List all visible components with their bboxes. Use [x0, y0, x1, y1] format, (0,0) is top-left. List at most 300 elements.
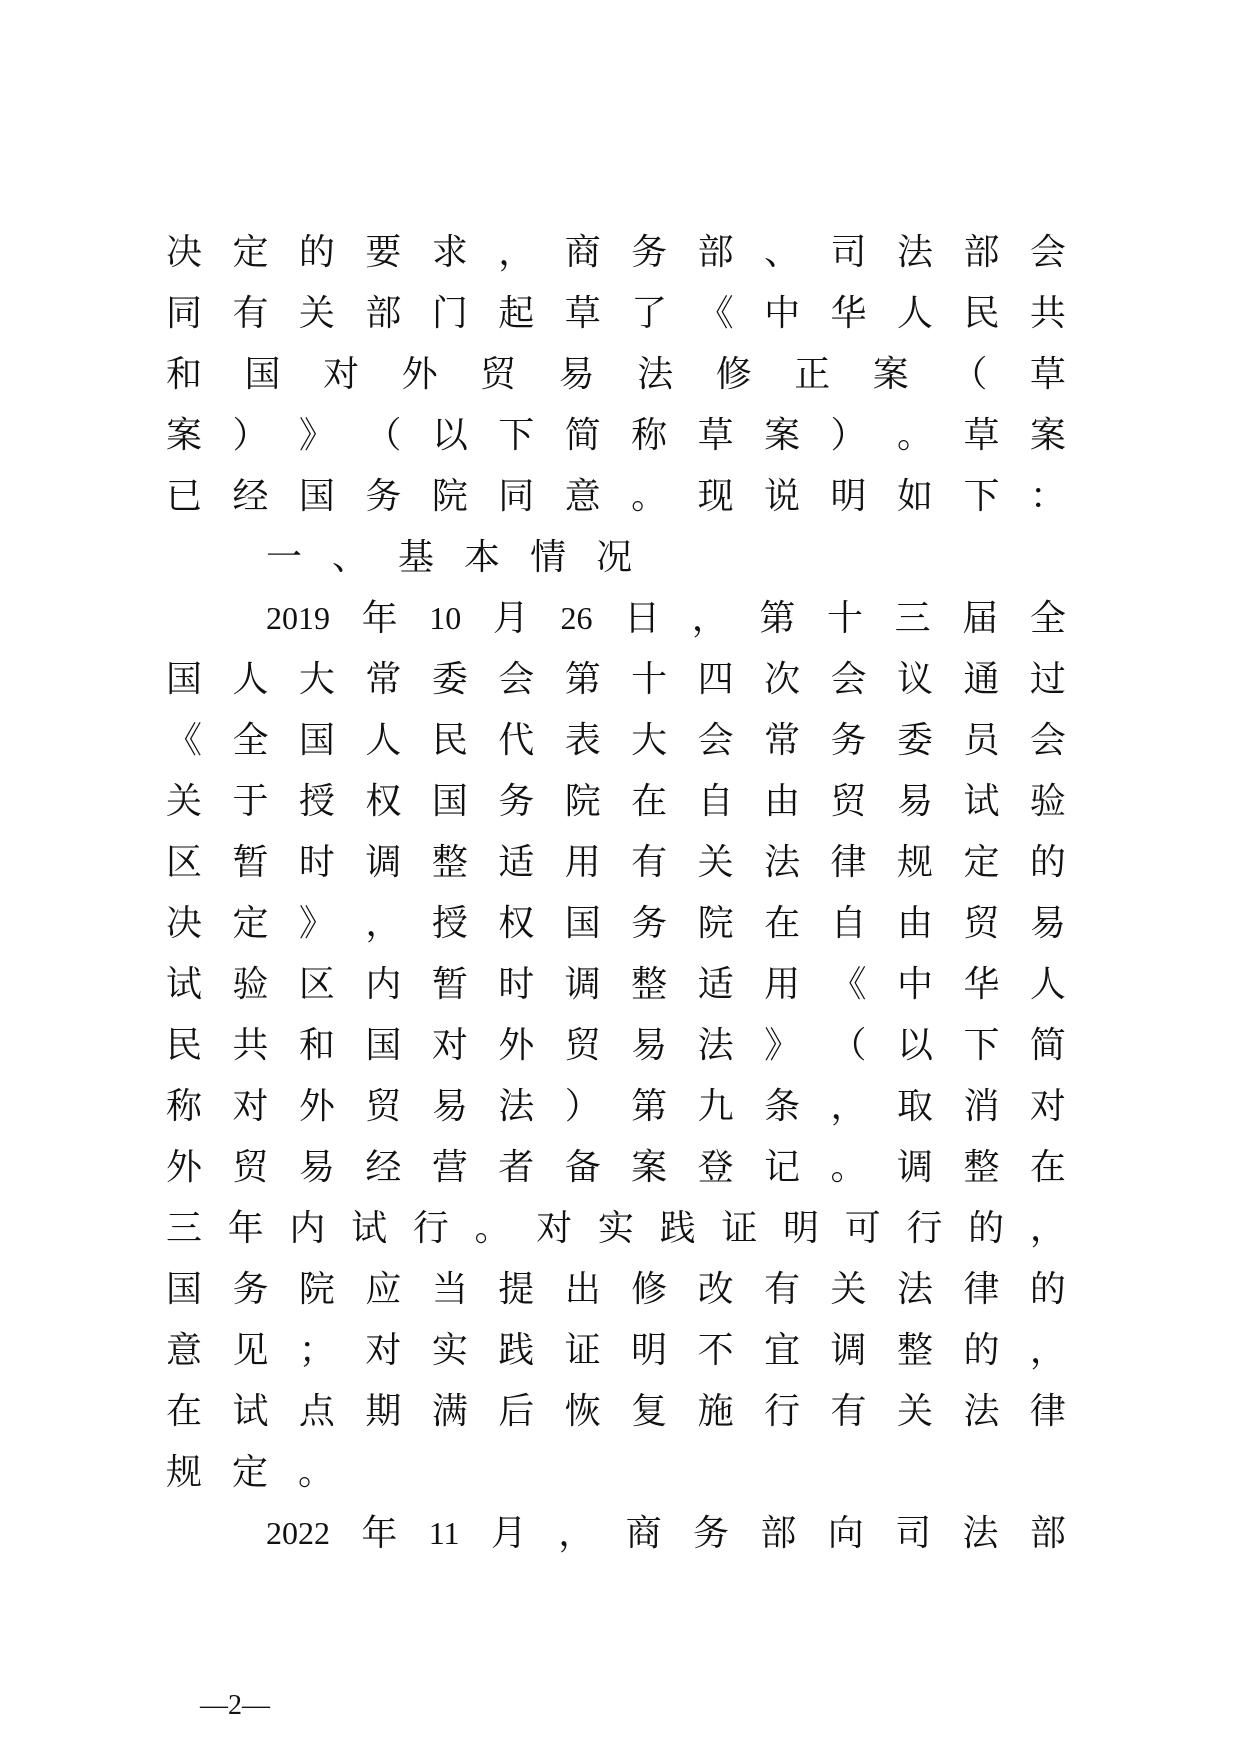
text-line: [166, 1320, 1066, 1381]
text-char: 的: [968, 1208, 1005, 1249]
text-char: 部: [760, 1513, 797, 1554]
text-char: 决: [166, 903, 203, 944]
text-char: 下: [963, 476, 1000, 517]
text-line: [166, 649, 1066, 710]
text-char: 关: [697, 842, 734, 883]
text-char: ，: [558, 1513, 595, 1554]
text-char: 国: [166, 1269, 203, 1310]
text-char: 法: [764, 842, 801, 883]
text-char: 2022: [266, 1515, 330, 1551]
text-char: 修: [631, 1269, 668, 1310]
text-char: 2019: [266, 600, 330, 636]
text-char: 十: [826, 598, 863, 639]
text-char: 明: [783, 1208, 820, 1249]
text-char: ）: [564, 1086, 601, 1127]
text-char: 况: [596, 537, 633, 578]
text-char: 试: [232, 1391, 269, 1432]
text-char: 在: [631, 781, 668, 822]
text-char: 行: [906, 1208, 943, 1249]
text-char: 常: [764, 720, 801, 761]
text-char: 《: [166, 720, 203, 761]
text-char: （: [830, 1025, 867, 1066]
text-char: 表: [564, 720, 601, 761]
text-char: 称: [631, 415, 668, 456]
text-char: 条: [764, 1086, 801, 1127]
text-char: 简: [564, 415, 601, 456]
text-char: 易: [298, 1147, 335, 1188]
text-char: 三: [166, 1208, 203, 1249]
text-char: 满: [431, 1391, 468, 1432]
text-char: 易: [896, 781, 933, 822]
text-char: ，: [830, 1086, 867, 1127]
text-char: 本: [464, 537, 501, 578]
text-char: 务: [693, 1513, 730, 1554]
text-char: 法: [896, 232, 933, 273]
text-char: 恢: [564, 1391, 601, 1432]
text-line: [166, 405, 1066, 466]
text-char: 会: [830, 659, 867, 700]
text-char: 草: [564, 293, 601, 334]
text-char: 、: [764, 232, 801, 273]
text-char: 者: [498, 1147, 535, 1188]
text-char: 对: [536, 1208, 573, 1249]
text-char: 务: [498, 781, 535, 822]
text-line: [166, 954, 1066, 1015]
text-char: 调: [830, 1330, 867, 1371]
text-char: 人: [1029, 964, 1066, 1005]
text-char: 外: [166, 1147, 203, 1188]
text-char: 和: [166, 354, 203, 395]
text-char: 向: [827, 1513, 864, 1554]
text-char: 国: [298, 720, 335, 761]
text-char: 定: [232, 232, 269, 273]
text-char: 践: [498, 1330, 535, 1371]
text-char: 施: [697, 1391, 734, 1432]
text-char: 规: [896, 842, 933, 883]
text-char: 的: [1029, 842, 1066, 883]
text-char: 务: [232, 1269, 269, 1310]
text-char: 经: [365, 1147, 402, 1188]
text-char: 年: [361, 1513, 398, 1554]
text-char: 修: [715, 354, 752, 395]
text-line: [166, 1198, 1066, 1259]
text-char: 权: [365, 781, 402, 822]
text-char: 求: [431, 232, 468, 273]
text-char: 消: [963, 1086, 1000, 1127]
text-char: 法: [697, 1025, 734, 1066]
text-char: 法: [896, 1269, 933, 1310]
text-char: 复: [631, 1391, 668, 1432]
text-char: 暂: [232, 842, 269, 883]
text-char: 外: [401, 354, 438, 395]
text-char: 易: [431, 1086, 468, 1127]
text-char: 区: [298, 964, 335, 1005]
text-char: 。: [631, 476, 668, 517]
text-char: 第: [759, 598, 796, 639]
text-char: 对: [323, 354, 360, 395]
text-char: 日: [624, 598, 661, 639]
text-char: 案: [764, 415, 801, 456]
text-char: 大: [631, 720, 668, 761]
text-char: 说: [764, 476, 801, 517]
text-char: 自: [697, 781, 734, 822]
text-char: 对: [431, 1025, 468, 1066]
text-char: 定: [232, 903, 269, 944]
text-char: 。: [896, 415, 933, 456]
text-line: [166, 1015, 1066, 1076]
text-char: 践: [659, 1208, 696, 1249]
text-char: 外: [498, 1025, 535, 1066]
text-char: 代: [498, 720, 535, 761]
section-heading: [166, 527, 1066, 588]
text-char: 对: [365, 1330, 402, 1371]
text-char: 期: [365, 1391, 402, 1432]
text-char: 委: [896, 720, 933, 761]
text-char: 会: [498, 659, 535, 700]
text-char: 年: [227, 1208, 264, 1249]
text-char: 自: [830, 903, 867, 944]
text-char: 权: [498, 903, 535, 944]
text-char: 证: [564, 1330, 601, 1371]
text-char: 可: [844, 1208, 881, 1249]
text-char: 案: [1029, 415, 1066, 456]
text-char: 贸: [564, 1025, 601, 1066]
text-char: 会: [697, 720, 734, 761]
text-char: 月: [492, 598, 529, 639]
text-char: 法: [498, 1086, 535, 1127]
text-char: 调: [365, 842, 402, 883]
text-char: 。: [298, 1452, 335, 1493]
text-char: 了: [631, 293, 668, 334]
text-char: 调: [564, 964, 601, 1005]
text-char: 在: [1029, 1147, 1066, 1188]
text-char: 后: [498, 1391, 535, 1432]
page-number: —2—: [200, 1690, 270, 1721]
text-char: 不: [697, 1330, 734, 1371]
text-char: 部: [697, 232, 734, 273]
text-char: 明: [830, 476, 867, 517]
text-char: 常: [365, 659, 402, 700]
text-char: 适: [697, 964, 734, 1005]
text-char: 部: [365, 293, 402, 334]
text-char: 试: [166, 964, 203, 1005]
paragraph-first-line: [166, 1503, 1066, 1564]
text-char: 如: [896, 476, 933, 517]
text-char: 对: [232, 1086, 269, 1127]
text-char: 起: [498, 293, 535, 334]
text-char: 案: [631, 1147, 668, 1188]
text-char: 实: [431, 1330, 468, 1371]
text-char: 民: [166, 1025, 203, 1066]
text-char: 有: [830, 1391, 867, 1432]
text-char: 务: [830, 720, 867, 761]
text-char: ；: [298, 1330, 335, 1371]
text-char: 院: [697, 903, 734, 944]
text-char: 时: [498, 964, 535, 1005]
text-char: 定: [963, 842, 1000, 883]
text-char: 整: [431, 842, 468, 883]
text-char: 九: [697, 1086, 734, 1127]
text-char: 用: [564, 842, 601, 883]
text-char: ：: [1029, 476, 1066, 517]
text-char: 院: [431, 476, 468, 517]
text-char: 门: [431, 293, 468, 334]
text-char: 国: [166, 659, 203, 700]
text-char: 贸: [963, 903, 1000, 944]
text-char: 实: [597, 1208, 634, 1249]
text-char: 草: [697, 415, 734, 456]
text-char: 关: [896, 1391, 933, 1432]
text-char: 提: [498, 1269, 535, 1310]
text-char: 全: [1029, 598, 1066, 639]
paragraph-first-line: [166, 588, 1066, 649]
text-char: 的: [963, 1330, 1000, 1371]
text-char: 届: [962, 598, 999, 639]
text-char: 草: [963, 415, 1000, 456]
text-char: 试: [351, 1208, 388, 1249]
text-char: 10: [429, 600, 462, 636]
text-char: 次: [764, 659, 801, 700]
text-char: 国: [365, 1025, 402, 1066]
text-char: 《: [830, 964, 867, 1005]
text-char: 年: [361, 598, 398, 639]
text-char: 国: [431, 781, 468, 822]
text-line: [166, 1381, 1066, 1442]
text-char: 议: [896, 659, 933, 700]
text-char: 院: [564, 781, 601, 822]
text-char: 律: [830, 842, 867, 883]
text-line: [166, 283, 1066, 344]
text-char: 民: [963, 293, 1000, 334]
text-char: 院: [298, 1269, 335, 1310]
text-char: 律: [963, 1269, 1000, 1310]
text-char: 月: [490, 1513, 527, 1554]
text-char: 取: [896, 1086, 933, 1127]
text-char: 由: [764, 781, 801, 822]
text-char: 对: [1029, 1086, 1066, 1127]
text-line: [166, 466, 1066, 527]
text-char: 人: [896, 293, 933, 334]
text-char: 意: [166, 1330, 203, 1371]
text-char: 易: [558, 354, 595, 395]
text-char: 同: [498, 476, 535, 517]
text-char: 部: [1029, 1513, 1066, 1554]
text-char: 易: [631, 1025, 668, 1066]
text-char: 第: [564, 659, 601, 700]
text-char: 通: [963, 659, 1000, 700]
text-char: 在: [764, 903, 801, 944]
text-char: 验: [1029, 781, 1066, 822]
text-char: 下: [963, 1025, 1000, 1066]
text-line: [166, 771, 1066, 832]
text-char: 简: [1029, 1025, 1066, 1066]
text-char: 已: [166, 476, 203, 517]
text-char: 行: [764, 1391, 801, 1432]
text-char: 和: [298, 1025, 335, 1066]
text-char: 用: [764, 964, 801, 1005]
text-char: ，: [691, 598, 728, 639]
text-char: 暂: [431, 964, 468, 1005]
text-char: 大: [298, 659, 335, 700]
text-char: 证: [721, 1208, 758, 1249]
text-char: 应: [365, 1269, 402, 1310]
text-char: 验: [232, 964, 269, 1005]
text-char: 26: [560, 600, 593, 636]
text-char: 。: [474, 1208, 511, 1249]
text-char: 以: [896, 1025, 933, 1066]
text-char: 的: [298, 232, 335, 273]
text-char: 以: [431, 415, 468, 456]
text-char: 十: [631, 659, 668, 700]
text-char: 正: [794, 354, 831, 395]
text-char: 出: [564, 1269, 601, 1310]
text-char: 国: [564, 903, 601, 944]
text-char: 同: [166, 293, 203, 334]
text-char: 在: [166, 1391, 203, 1432]
text-char: 由: [896, 903, 933, 944]
text-char: 司: [830, 232, 867, 273]
text-char: 人: [232, 659, 269, 700]
text-char: 部: [963, 232, 1000, 273]
text-char: 、: [332, 537, 369, 578]
text-char: 整: [896, 1330, 933, 1371]
text-char: 案: [166, 415, 203, 456]
text-char: 委: [431, 659, 468, 700]
text-char: 《: [697, 293, 734, 334]
text-char: 法: [963, 1391, 1000, 1432]
text-char: 有: [232, 293, 269, 334]
text-char: 一: [266, 537, 303, 578]
text-char: 有: [764, 1269, 801, 1310]
text-char: 行: [412, 1208, 449, 1249]
text-char: 民: [431, 720, 468, 761]
text-char: 试: [963, 781, 1000, 822]
text-char: ，: [365, 903, 402, 944]
text-char: 记: [764, 1147, 801, 1188]
text-char: ，: [1029, 1330, 1066, 1371]
text-char: 宜: [764, 1330, 801, 1371]
text-char: 华: [830, 293, 867, 334]
text-char: 基: [398, 537, 435, 578]
text-char: 外: [298, 1086, 335, 1127]
text-char: 四: [697, 659, 734, 700]
text-char: 中: [896, 964, 933, 1005]
text-char: 于: [232, 781, 269, 822]
text-char: 现: [697, 476, 734, 517]
text-char: 要: [365, 232, 402, 273]
text-char: （: [365, 415, 402, 456]
text-char: 贸: [830, 781, 867, 822]
text-char: 关: [166, 781, 203, 822]
text-char: ，: [1029, 1208, 1066, 1249]
text-char: 改: [697, 1269, 734, 1310]
text-char: 国: [298, 476, 335, 517]
text-char: 关: [830, 1269, 867, 1310]
text-char: 有: [631, 842, 668, 883]
text-char: 时: [298, 842, 335, 883]
text-char: 下: [498, 415, 535, 456]
text-char: 贸: [480, 354, 517, 395]
text-char: 情: [530, 537, 567, 578]
text-line: [166, 222, 1066, 283]
text-char: ，: [498, 232, 535, 273]
text-char: 称: [166, 1086, 203, 1127]
text-line: [166, 1076, 1066, 1137]
body-text: [166, 222, 1066, 1564]
text-char: 当: [431, 1269, 468, 1310]
text-char: 适: [498, 842, 535, 883]
text-char: 经: [232, 476, 269, 517]
text-char: 内: [289, 1208, 326, 1249]
text-char: 调: [896, 1147, 933, 1188]
text-char: 》: [298, 903, 335, 944]
text-line: [166, 1259, 1066, 1320]
text-char: 务: [365, 476, 402, 517]
text-char: 内: [365, 964, 402, 1005]
text-char: 法: [637, 354, 674, 395]
text-char: 规: [166, 1452, 203, 1493]
text-char: 》: [764, 1025, 801, 1066]
text-char: 贸: [365, 1086, 402, 1127]
text-char: 备: [564, 1147, 601, 1188]
text-char: 登: [697, 1147, 734, 1188]
text-char: 草: [1029, 354, 1066, 395]
text-char: 易: [1029, 903, 1066, 944]
text-char: 整: [631, 964, 668, 1005]
text-char: 明: [631, 1330, 668, 1371]
text-char: 法: [962, 1513, 999, 1554]
text-char: 定: [232, 1452, 269, 1493]
text-char: 授: [298, 781, 335, 822]
text-char: 人: [365, 720, 402, 761]
text-char: 全: [232, 720, 269, 761]
text-char: 司: [895, 1513, 932, 1554]
text-line: [166, 893, 1066, 954]
text-char: 商: [564, 232, 601, 273]
text-char: 整: [963, 1147, 1000, 1188]
text-char: 华: [963, 964, 1000, 1005]
text-char: 三: [894, 598, 931, 639]
paragraph-last-line: [166, 1442, 1066, 1503]
text-char: 关: [298, 293, 335, 334]
text-char: （: [951, 354, 988, 395]
text-char: 律: [1029, 1391, 1066, 1432]
text-char: 国: [244, 354, 281, 395]
text-char: 》: [298, 415, 335, 456]
text-char: 过: [1029, 659, 1066, 700]
text-char: 务: [631, 903, 668, 944]
text-char: 区: [166, 842, 203, 883]
text-line: [166, 710, 1066, 771]
text-line: [166, 344, 1066, 405]
text-char: 共: [1029, 293, 1066, 334]
text-char: 中: [764, 293, 801, 334]
text-char: 决: [166, 232, 203, 273]
text-char: 案: [872, 354, 909, 395]
text-char: ）: [830, 415, 867, 456]
text-char: 11: [428, 1515, 460, 1551]
text-char: 员: [963, 720, 1000, 761]
text-char: 会: [1029, 232, 1066, 273]
text-char: 授: [431, 903, 468, 944]
text-line: [166, 832, 1066, 893]
text-char: 共: [232, 1025, 269, 1066]
text-char: 务: [631, 232, 668, 273]
text-char: 的: [1029, 1269, 1066, 1310]
text-char: 贸: [232, 1147, 269, 1188]
text-char: 会: [1029, 720, 1066, 761]
text-char: 意: [564, 476, 601, 517]
